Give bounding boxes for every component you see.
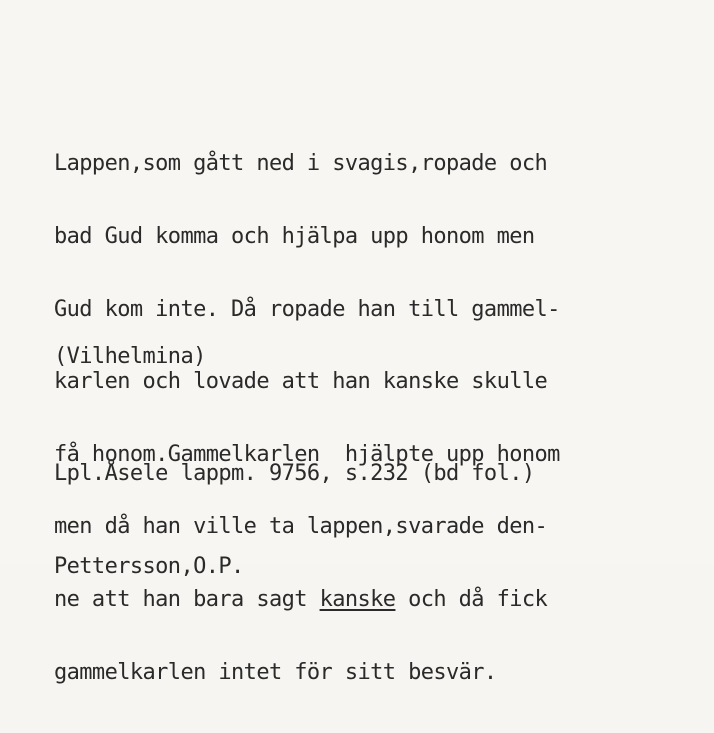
underlined-word: kanske bbox=[319, 586, 396, 612]
story-line-start: ne att han bara sagt bbox=[54, 586, 320, 612]
story-line-end: och då fick bbox=[395, 586, 548, 612]
story-line: få honom.Gammelkarlen hjälpte upp honom bbox=[54, 441, 560, 467]
archive-reference: Lpl.Åsele lappm. 9756, s.232 (bd fol.) bbox=[54, 461, 535, 486]
reference-block bbox=[54, 396, 535, 644]
story-line: gammelkarlen intet för sitt besvär. bbox=[54, 659, 497, 685]
story-line: Lappen,som gått ned i svagis,ropade och bbox=[54, 151, 548, 177]
collector-name: Pettersson,O.P. bbox=[54, 554, 244, 579]
story-line: Gud kom inte. Då ropade han till gammel- bbox=[54, 296, 560, 322]
story-line: men då han ville ta lappen,svarade den- bbox=[54, 514, 548, 540]
story-line: bad Gud komma och hjälpa upp honom men bbox=[54, 224, 535, 249]
story-line: karlen och lovade att han kanske skulle bbox=[54, 369, 548, 395]
place-name: (Vilhelmina) bbox=[54, 344, 206, 369]
